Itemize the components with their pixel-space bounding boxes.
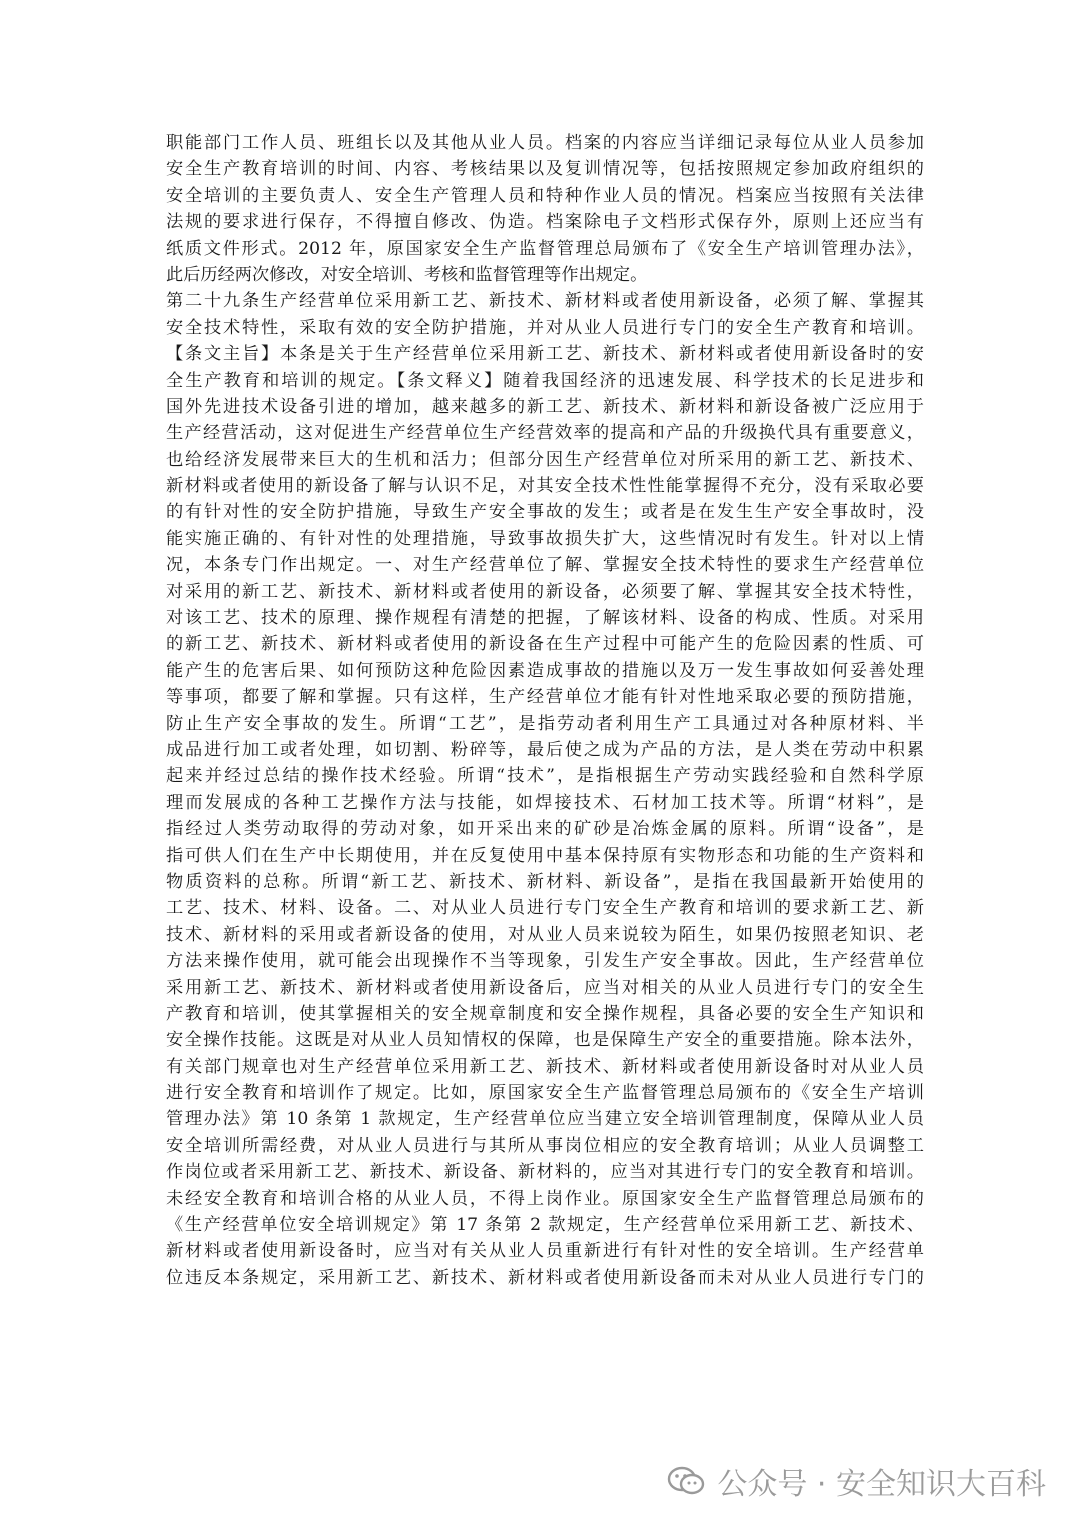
watermark-text: 公众号 · 安全知识大百科 (717, 1467, 1046, 1502)
text-line: 能实施正确的、有针对性的处理措施，导致事故损失扩大，这些情况时有发生。针对以上情 (166, 528, 924, 549)
text-line: 工艺、技术、材料、设备。二、对从业人员进行专门安全生产教育和培训的要求新工艺、新 (166, 898, 924, 919)
text-line: 等事项，都要了解和掌握。只有这样，生产经营单位才能有针对性地采取必要的预防措施， (166, 687, 924, 708)
text-line: 指经过人类劳动取得的劳动对象，如开采出来的矿砂是冶炼金属的原料。所谓“设备”，是 (166, 819, 924, 840)
text-line: 位违反本条规定，采用新工艺、新技术、新材料或者使用新设备而未对从业人员进行专门的 (166, 1267, 924, 1288)
text-line: 作岗位或者采用新工艺、新技术、新设备、新材料的，应当对其进行专门的安全教育和培训。 (166, 1162, 924, 1183)
text-line: 技术、新材料的采用或者新设备的使用，对从业人员来说较为陌生，如果仍按照老知识、老 (166, 924, 924, 945)
text-line: 第二十九条生产经营单位采用新工艺、新技术、新材料或者使用新设备，必须了解、掌握其 (166, 291, 924, 312)
text-line: 职能部门工作人员、班组长以及其他从业人员。档案的内容应当详细记录每位从业人员参加 (166, 133, 924, 153)
text-line: 新材料或者使用的新设备了解与认识不足，对其安全技术性性能掌握得不充分，没有采取必要 (166, 476, 924, 497)
text-line: 未经安全教育和培训合格的从业人员，不得上岗作业。原国家安全生产监督管理总局颁布的 (166, 1188, 924, 1209)
text-line: 况，本条专门作出规定。一、对生产经营单位了解、掌握安全技术特性的要求生产经营单位 (166, 555, 924, 576)
text-line: 管理办法》第 10 条第 1 款规定，生产经营单位应当建立安全培训管理制度，保障从业人员 (166, 1109, 924, 1130)
text-line: 《生产经营单位安全培训规定》第 17 条第 2 款规定，生产经营单位采用新工艺、新技术、 (166, 1215, 924, 1236)
text-line: 生产经营活动，这对促进生产经营单位生产经营效率的提高和产品的升级换代具有重要意义， (166, 423, 924, 444)
text-line: 采用新工艺、新技术、新材料或者使用新设备后，应当对相关的从业人员进行专门的安全生 (166, 977, 924, 998)
text-line: 全生产教育和培训的规定。【条文释义】随着我国经济的迅速发展、科学技术的长足进步和 (166, 370, 924, 391)
text-line: 纸质文件形式。2012 年，原国家安全生产监督管理总局颁布了《安全生产培训管理办法》， (166, 238, 924, 259)
text-line: 【条文主旨】本条是关于生产经营单位采用新工艺、新技术、新材料或者使用新设备时的安 (166, 344, 924, 365)
text-line: 对采用的新工艺、新技术、新材料或者使用的新设备，必须要了解、掌握其安全技术特性， (166, 581, 924, 602)
text-line: 产教育和培训，使其掌握相关的安全规章制度和安全操作规程，具备必要的安全生产知识和 (166, 1003, 924, 1024)
text-line: 方法来操作使用，就可能会出现操作不当等现象，引发生产安全事故。因此，生产经营单位 (166, 951, 924, 972)
text-line: 安全生产教育培训的时间、内容、考核结果以及复训情况等，包括按照规定参加政府组织的 (166, 159, 924, 180)
text-line: 进行安全教育和培训作了规定。比如，原国家安全生产监督管理总局颁布的《安全生产培训 (166, 1083, 924, 1104)
text-line: 安全操作技能。这既是对从业人员知情权的保障，也是保障生产安全的重要措施。除本法外， (166, 1030, 924, 1051)
wechat-official-account-icon (667, 1466, 705, 1496)
text-line: 法规的要求进行保存，不得擅自修改、伪造。档案除电子文档形式保存外，原则上还应当有 (166, 212, 924, 233)
text-line: 安全培训的主要负责人、安全生产管理人员和特种作业人员的情况。档案应当按照有关法律 (166, 185, 924, 206)
text-line: 此后历经两次修改，对安全培训、考核和监督管理等作出规定。 (166, 264, 648, 285)
text-line: 成品进行加工或者处理，如切割、粉碎等，最后使之成为产品的方法，是人类在劳动中积累 (166, 739, 924, 760)
text-line: 的有针对性的安全防护措施，导致生产安全事故的发生；或者是在发生生产安全事故时，没 (166, 502, 924, 523)
text-line: 对该工艺、技术的原理、操作规程有清楚的把握，了解该材料、设备的构成、性质。对采用 (166, 608, 924, 629)
text-line: 有关部门规章也对生产经营单位采用新工艺、新技术、新材料或者使用新设备时对从业人员 (166, 1056, 924, 1077)
text-line: 理而发展成的各种工艺操作方法与技能，如焊接技术、石材加工技术等。所谓“材料”，是 (166, 792, 924, 813)
text-line: 物质资料的总称。所谓“新工艺、新技术、新材料、新设备”，是指在我国最新开始使用的 (166, 871, 924, 892)
text-line: 的新工艺、新技术、新材料或者使用的新设备在生产过程中可能产生的危险因素的性质、可 (166, 634, 924, 655)
watermark (667, 1455, 1046, 1507)
text-line: 能产生的危害后果、如何预防这种危险因素造成事故的措施以及万一发生事故如何妥善处理 (166, 660, 924, 681)
text-line: 国外先进技术设备引进的增加，越来越多的新工艺、新技术、新材料和新设备被广泛应用于 (166, 396, 924, 417)
text-line: 也给经济发展带来巨大的生机和活力；但部分因生产经营单位对所采用的新工艺、新技术、 (166, 449, 924, 470)
text-line: 起来并经过总结的操作技术经验。所谓“技术”，是指根据生产劳动实践经验和自然科学原 (166, 766, 924, 787)
text-line: 安全技术特性，采取有效的安全防护措施，并对从业人员进行专门的安全生产教育和培训。 (166, 317, 924, 338)
text-line: 安全培训所需经费，对从业人员进行与其所从事岗位相应的安全教育培训；从业人员调整工 (166, 1135, 924, 1156)
text-line: 防止生产安全事故的发生。所谓“工艺”，是指劳动者利用生产工具通过对各种原材料、半 (166, 713, 924, 734)
text-line: 指可供人们在生产中长期使用，并在反复使用中基本保持原有实物形态和功能的生产资料和 (166, 845, 924, 866)
document-body (166, 130, 924, 1291)
text-line: 新材料或者使用新设备时，应当对有关从业人员重新进行有针对性的安全培训。生产经营单 (166, 1241, 924, 1262)
